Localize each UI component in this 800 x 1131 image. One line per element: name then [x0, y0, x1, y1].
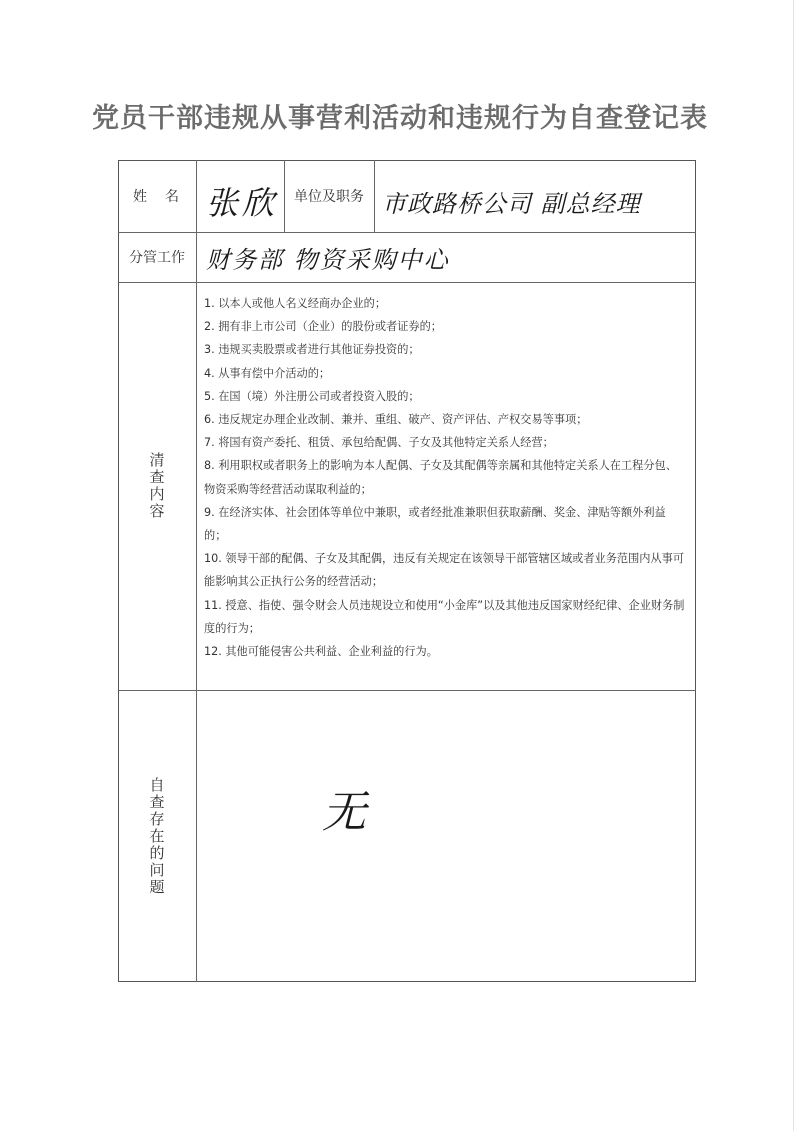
check-item: 4. 从事有偿中介活动的； — [204, 366, 331, 380]
check-item: 2. 拥有非上市公司（企业）的股份或者证券的； — [204, 320, 442, 334]
check-item: 1. 以本人或他人名义经商办企业的； — [204, 297, 387, 310]
page-title: 党员干部违规从事营利活动和违规行为自查登记表 — [92, 103, 708, 134]
name-value: 张欣 — [206, 184, 279, 222]
check-item: 7. 将国有资产委托、租赁、承包给配偶、子女及其他特定关系人经营； — [204, 436, 554, 450]
row-divider — [118, 690, 696, 691]
check-item: 11. 授意、指使、强令财会人员违规设立和使用“小金库”以及其他违反国家财经纪律、企业财务制度的行为； — [204, 598, 685, 635]
check-item: 3. 违规买卖股票或者进行其他证券投资的； — [204, 343, 420, 357]
scan-edge — [793, 0, 794, 1131]
check-items-list — [204, 292, 688, 663]
check-content-label: 清查内容 — [147, 452, 166, 520]
division-label: 分管工作 — [129, 250, 185, 266]
self-check-issues-label: 自查存在的问题 — [147, 776, 166, 896]
check-item: 9. 在经济实体、社会团体等单位中兼职，或者经批准兼职但获取薪酬、奖金、津贴等额外利益的； — [204, 505, 666, 543]
unit-position-value: 市政路桥公司 副总经理 — [382, 190, 641, 218]
unit-position-label: 单位及职务 — [294, 189, 364, 205]
check-item: 5. 在国（境）外注册公司或者投资入股的； — [204, 389, 420, 403]
row-divider — [118, 232, 696, 233]
row-divider — [118, 282, 696, 283]
check-item: 6. 违反规定办理企业改制、兼并、重组、破产、资产评估、产权交易等事项； — [204, 413, 588, 427]
column-divider — [374, 160, 375, 232]
check-item: 8. 利用职权或者职务上的影响为本人配偶、子女及其配偶等亲属和其他特定关系人在工程分包、物资采购等经营活动谋取利益的； — [204, 459, 677, 496]
check-item: 10. 领导干部的配偶、子女及其配偶，违反有关规定在该领导干部管辖区域或者业务范围内从事可能影响其公正执行公务的经营活动； — [204, 552, 685, 589]
division-value: 财务部 物资采购中心 — [206, 246, 450, 274]
check-item: 12. 其他可能侵害公共利益、企业利益的行为。 — [204, 645, 438, 659]
name-label: 姓 名 — [133, 189, 181, 205]
issues-value: 无 — [322, 787, 366, 838]
column-divider — [196, 160, 197, 982]
